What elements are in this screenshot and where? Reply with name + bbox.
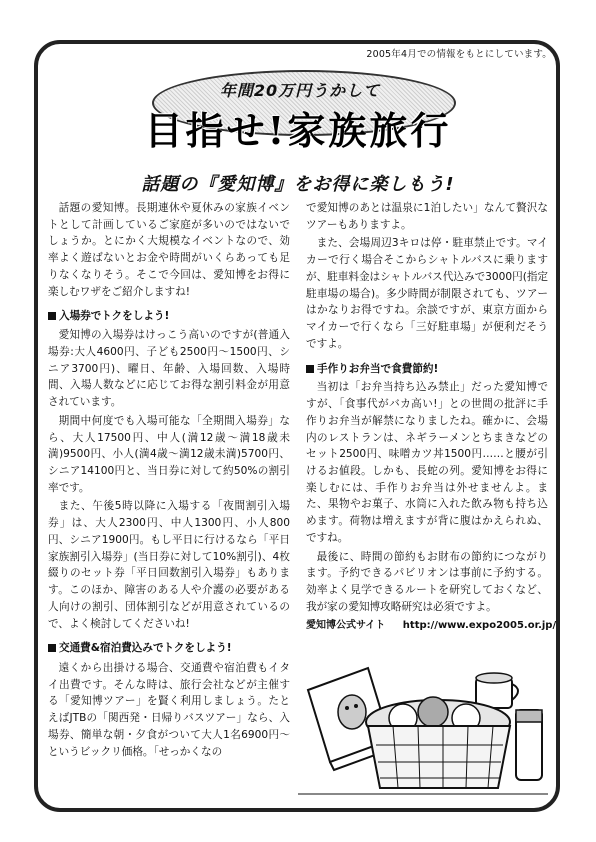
basket-icon <box>366 697 510 788</box>
left-column <box>48 200 290 655</box>
paragraph: 期間中何度でも入場可能な「全期間入場券」なら、大人17500円、中人(満12歳〜満18歳未満)9500円、小人(満4歳〜満12歳未満)5700円、シニア14100円と、当日券に対して約50%の割引率です。 <box>48 414 290 494</box>
thermos-icon <box>516 710 542 780</box>
intro-paragraph: 話題の愛知博。長期連休や夏休みの家族イベントとして計画しているご家庭が多いのではないでしょうか。とにかく大規模なイベントなので、効率よく遊ばないとお金や時間がいくらあっても足りなくなりそう。そこで今回は、愛知博をお得に楽しむワザをご紹介しますね! <box>48 202 290 298</box>
paragraph: また、会場周辺3キロは停・駐車禁止です。マイカーで行く場合そこからシャトルバスに乗りますが、駐車料金はシャトルバス代込みで3000円(指定駐車場の場合)。多少時間が制限されても、ツアーはかなりお得ですね。余談ですが、東京方面からマイカーで行くなら「三好駐車場」が便利だそうですよ。 <box>306 237 549 350</box>
section-heading-travel: 交通費&宿泊費込みでトクをしよう! <box>48 640 290 657</box>
lunch-basket-illustration <box>298 660 548 800</box>
section-heading-lunch: 手作りお弁当で食費節約! <box>306 361 548 378</box>
lower-left-column <box>48 660 290 760</box>
section-heading-tickets: 入場券でトクをしよう! <box>48 308 290 325</box>
square-bullet-icon <box>48 312 56 320</box>
square-bullet-icon <box>306 365 314 373</box>
official-site-label: 愛知博公式サイト <box>306 619 386 631</box>
paragraph: で愛知博のあとは温泉に1泊したい」なんて贅沢なツアーもありますよ。 <box>306 202 548 231</box>
page-title: 目指せ!家族旅行 <box>144 108 452 153</box>
paragraph: 当初は「お弁当持ち込み禁止」だった愛知博ですが、「食事代がバカ高い!」との世間の批評に手作りお弁当が解禁になりましたね。確かに、会場内のレストランは、ネギラーメンとちまきなどのセット2500円、味噌カツ丼1500円……と腰が引けるお値段。しかも、長蛇の列。愛知博をお得に楽しむには、手作りお弁当は外せませんよ。また、果物やお菓子、水筒に入れた飲み物も持ち込めます。荷物は増えますが背に腹はかえられぬ、ですね。 <box>306 381 548 544</box>
paragraph: 遠くから出掛ける場合、交通費や宿泊費もイタイ出費です。そんな時は、旅行会社などが主催する「愛知博ツアー」を賢く利用しましょう。たとえばJTBの「関西発・日帰りバスツアー」なら、入場券、簡単な朝・夕食がついて大人1名6900円〜というビックリ価格。「せっかくなの <box>48 662 290 758</box>
article-body <box>48 200 557 655</box>
paragraph: 愛知博の入場券はけっこう高いのですが(普通入場券:大人4600円、子ども2500円〜1500円、シニア3700円)、曜日、年齢、入場回数、入場時間、入場人数などに応じてお得な割引料金が用意されています。 <box>48 329 290 409</box>
paragraph: また、午後5時以降に入場する「夜間割引入場券」は、大人2300円、中人1300円、小人800円、シニア1900円。もし平日に行けるなら「平日家族割引入場券」(当日券に対して10%割引)、4枚綴りのセット券「平日回数割引入場券」もあります。このほか、障害のある人や介護の必要がある人向けの割引、団体割引などが用意されているので、よく検討してくださいね! <box>48 500 290 630</box>
official-site <box>306 618 557 634</box>
official-site-link[interactable]: http://www.expo2005.or.jp/ <box>402 619 557 631</box>
page-subtitle: 話題の『愛知博』をお得に楽しもう! <box>141 174 455 195</box>
cup-icon <box>476 673 518 708</box>
square-bullet-icon <box>48 644 56 652</box>
title-tagline: 年間20万円うかして <box>219 81 381 100</box>
date-note: 2005年4月での情報をもとにしています。 <box>366 49 552 60</box>
paragraph: 最後に、時間の節約もお財布の節約につながります。予約できるパビリオンは事前に予約する。効率よく見学できるルートを研究しておくなど、我が家の愛知博攻略研究は必須ですよ。 <box>306 550 548 613</box>
right-column <box>306 200 557 655</box>
